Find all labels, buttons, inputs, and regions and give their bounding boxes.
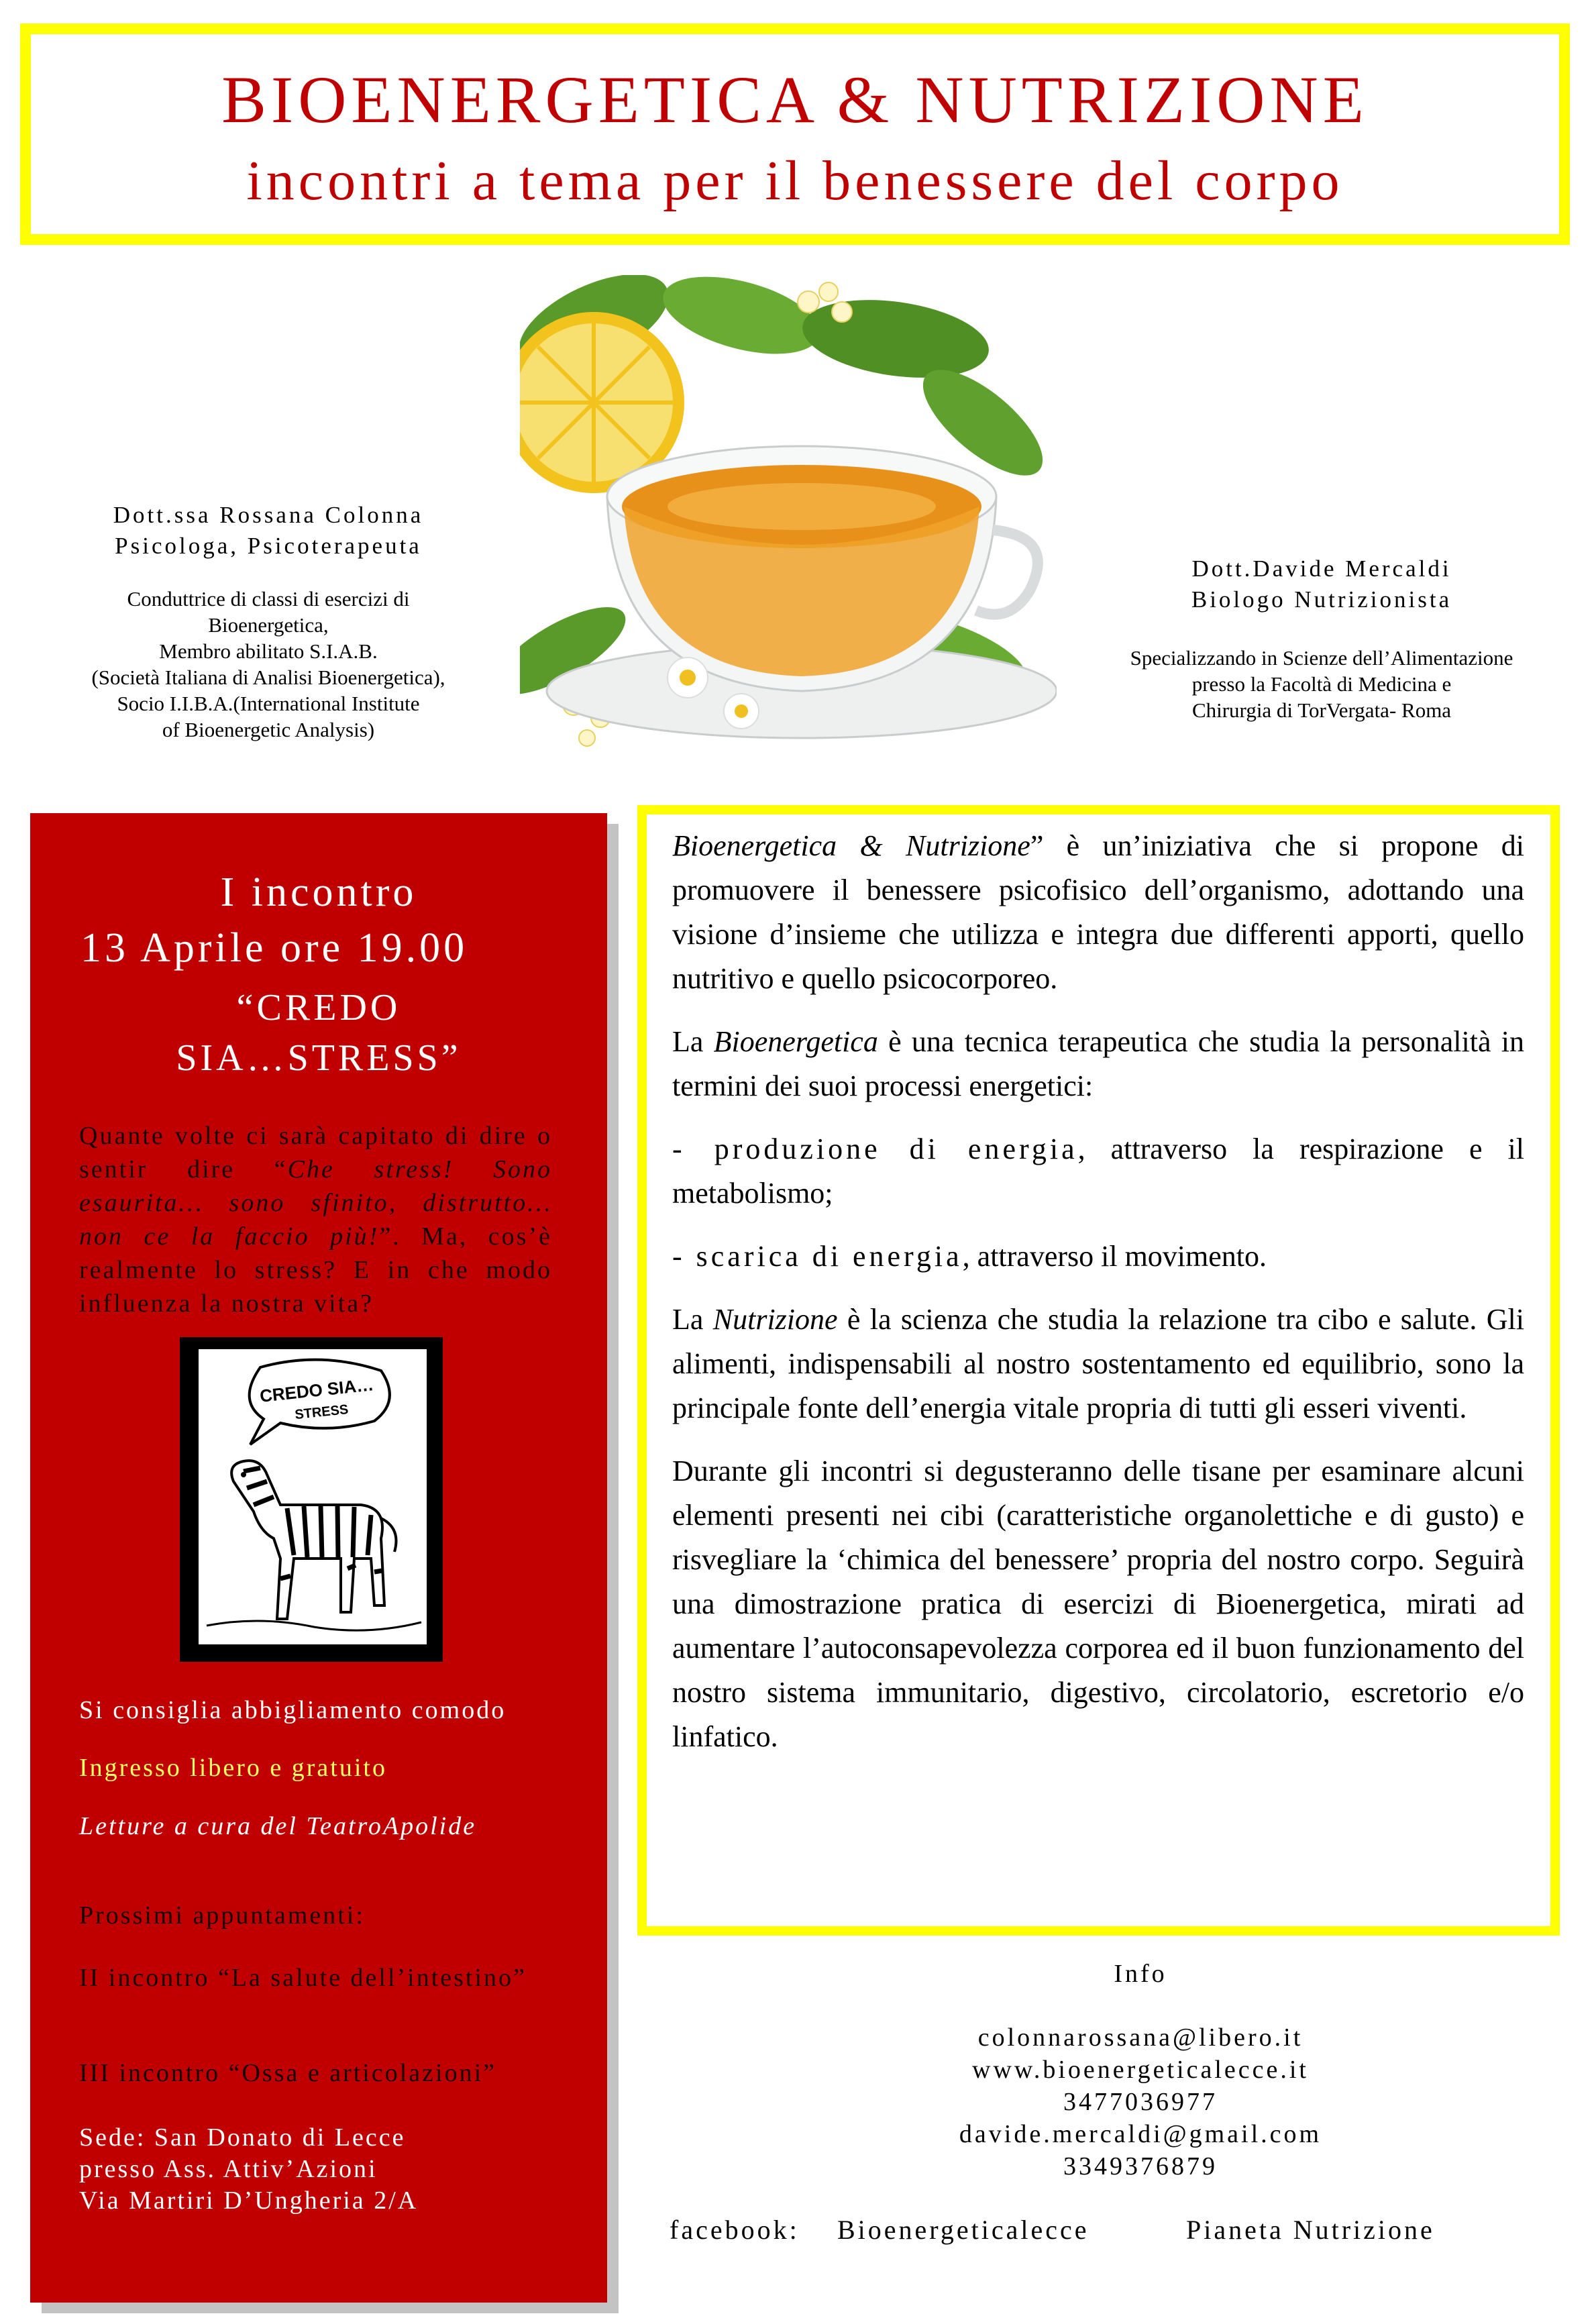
clothing-advice: Si consiglia abbigliamento comodo (79, 1696, 507, 1724)
contact-phone[interactable]: 3477036977 (1063, 2088, 1218, 2116)
facebook-page-bioenergetica[interactable]: Bioenergeticalecce (837, 2215, 1089, 2245)
venue-line: Sede: San Donato di Lecce (79, 2123, 406, 2152)
doctor-1-desc-line: Bioenergetica, (208, 613, 329, 637)
venue-line: Via Martiri D’Ungheria 2/A (79, 2186, 419, 2215)
description-bullet (672, 1127, 1524, 1216)
contact-phone[interactable]: 3349376879 (1063, 2152, 1218, 2180)
doctor-2-role: Biologo Nutrizionista (1191, 586, 1452, 613)
nutrizione-term: Nutrizione (712, 1303, 838, 1336)
doctor-mercaldi-info (1100, 553, 1543, 723)
page-title: BIOENERGETICA & NUTRIZIONE (221, 62, 1369, 137)
facebook-page-nutrizione[interactable]: Pianeta Nutrizione (1186, 2215, 1435, 2245)
contact-email[interactable]: davide.mercaldi@gmail.com (959, 2120, 1322, 2148)
program-name: Bioenergetica & Nutrizione (672, 829, 1030, 862)
description-bullet (672, 1234, 1524, 1279)
doctor-1-desc-line: Membro abilitato S.I.A.B. (159, 639, 378, 663)
paragraph-text: è una tecnica terapeutica che studia la personalità in termini dei suoi processi energetici: (672, 1025, 1524, 1102)
next-meetings-heading: Prossimi appuntamenti: (79, 1901, 365, 1930)
venue-address (79, 2122, 549, 2217)
third-meeting: III incontro “Ossa e articolazioni” (79, 2059, 496, 2087)
doctor-2-desc-line: presso la Facoltà di Medicina e (1191, 672, 1452, 696)
paragraph-text: è la scienza che studia la relazione tra cibo e salute. Gli alimenti, indispensabili al nostro sostentamento ed equilibrio, sono la principale fonte dell’energia vitale propria di tutti gli esseri viventi. (672, 1303, 1524, 1424)
doctor-2-description (1100, 645, 1543, 723)
doctor-1-description (67, 586, 470, 743)
venue-line: presso Ass. Attiv’Azioni (79, 2155, 378, 2183)
header-banner (20, 23, 1570, 245)
free-entry-note: Ingresso libero e gratuito (79, 1754, 387, 1782)
bullet-text: , attraverso la respirazione e il metabolismo; (672, 1132, 1524, 1210)
zebra-cartoon-image (180, 1337, 443, 1662)
paragraph-text: ” è un’iniziativa che si propone di promuovere il benessere psicofisico dell’organismo, adottando una visione d’insieme che utilizza e integra due differenti apporti, quello nutritivo e quello psicocorporeo. (672, 829, 1524, 995)
facebook-label: facebook: (670, 2215, 800, 2245)
doctor-2-desc-line: Chirurgia di TorVergata- Roma (1191, 698, 1452, 722)
description-paragraph: Durante gli incontri si degusteranno delle tisane per esaminare alcuni elementi presenti nei cibi (caratteristiche organolettiche e di gusto) e risvegliare la ‘chimica del benessere’ propria del nostro corpo. Seguirà una dimostrazione pratica di esercizi di Bioenergetica, mirati ad aumentare l’autoconsapevolezza corporea ed il buon funzionamento del nostro sistema immunitario, digestivo, circolatorio, escretorio e/o linfatico. (672, 1455, 1524, 1753)
doctor-1-desc-line: Conduttrice di classi di esercizi di (127, 587, 410, 611)
doctor-1-desc-line: (Società Italiana di Analisi Bioenergetica), (91, 666, 445, 689)
tea-cup-image (520, 275, 1057, 751)
info-heading: Info (1114, 1960, 1167, 1988)
speech-bubble-text: STRESS (294, 1402, 350, 1423)
description-paragraph (672, 1298, 1524, 1430)
bullet-text: , attraverso il movimento. (962, 1240, 1267, 1273)
description-paragraph (672, 824, 1524, 1001)
intro-quote: Che stress! Sono esaurita… sono sfinito, distrutto… non ce la faccio più! (79, 1155, 552, 1251)
doctor-1-name: Dott.ssa Rossana Colonna (113, 502, 424, 528)
bioenergetica-term: Bioenergetica (713, 1025, 878, 1058)
page-subtitle: incontri a tema per il benessere del corpo (246, 150, 1344, 212)
description-paragraph (672, 1020, 1524, 1108)
doctor-1-role: Psicologa, Psicoterapeuta (115, 533, 422, 559)
speech-bubble-text: CREDO SIA… (258, 1374, 375, 1406)
meeting-theme: SIA…STRESS” (176, 1037, 462, 1079)
meeting-theme: “CREDO (236, 987, 401, 1029)
paragraph-text: La (672, 1025, 714, 1058)
paragraph-text: La (672, 1303, 713, 1336)
readings-note: Letture a cura del TeatroApolide (79, 1812, 477, 1840)
contact-website[interactable]: www.bioenergeticalecce.it (972, 2056, 1309, 2084)
intro-text: ”. Ma, cos’è realmente lo stress? E in che modo influenza la nostra vita? (79, 1222, 552, 1318)
stress-intro-text (79, 1119, 552, 1320)
second-meeting: II incontro “La salute dell’intestino” (79, 1964, 527, 1992)
doctor-2-desc-line: Specializzando in Scienze dell’Alimentazione (1130, 646, 1513, 670)
description-text (672, 824, 1524, 1778)
contact-info (738, 2021, 1543, 2182)
doctor-1-desc-line: of Bioenergetic Analysis) (162, 718, 375, 741)
doctor-2-name: Dott.Davide Mercaldi (1191, 556, 1452, 582)
meeting-date: 13 Aprile ore 19.00 (81, 925, 468, 971)
bullet-key: - produzione di energia (672, 1132, 1078, 1165)
contact-email[interactable]: colonnarossana@libero.it (977, 2023, 1304, 2052)
doctor-colonna-info (67, 500, 470, 743)
doctor-1-desc-line: Socio I.I.B.A.(International Institute (117, 692, 420, 715)
meeting-title: I incontro (220, 869, 417, 915)
bullet-key: - scarica di energia (672, 1240, 963, 1273)
intro-text: Quante volte ci sarà capitato di dire o sentir dire “ (79, 1122, 552, 1183)
